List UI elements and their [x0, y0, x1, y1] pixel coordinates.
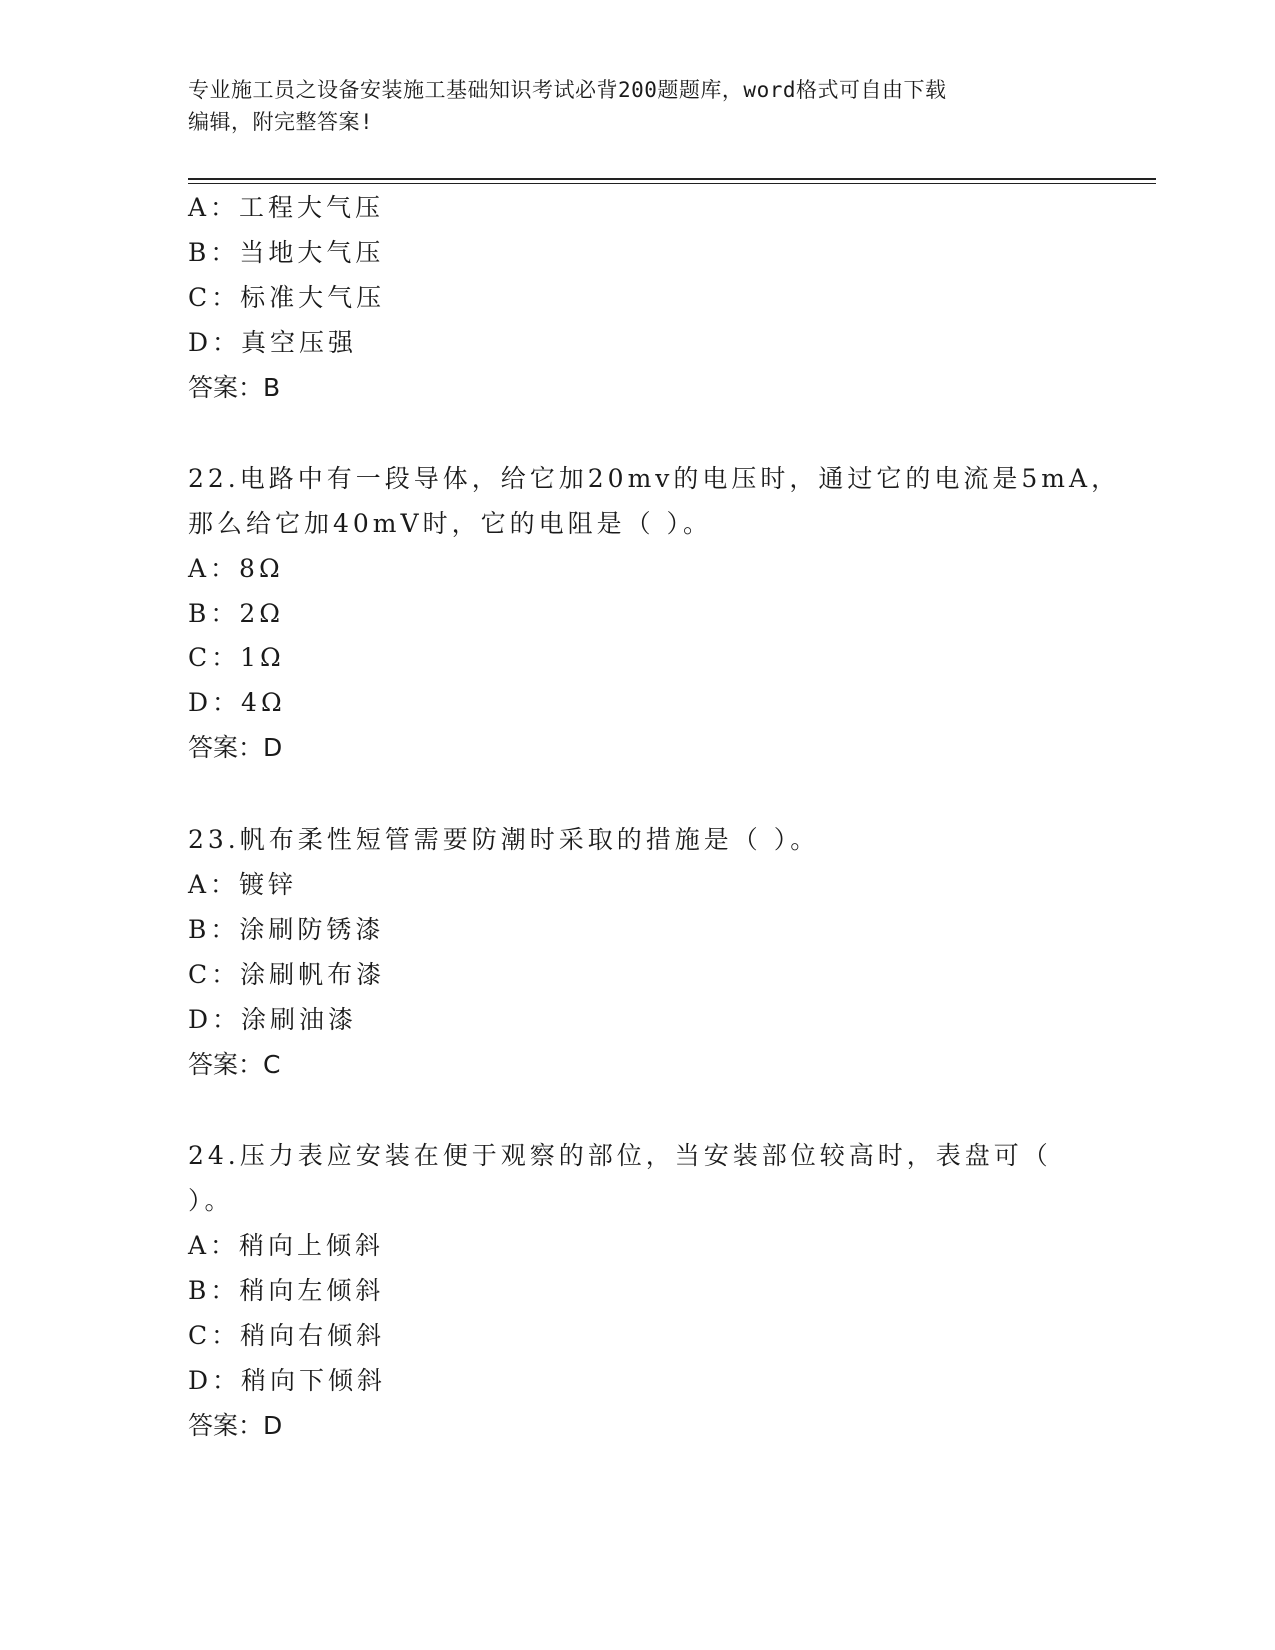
- q23-option-b: B：涂刷防锈漆: [188, 915, 385, 944]
- q24-answer: 答案：D: [188, 1411, 283, 1440]
- header-divider-thick: [188, 178, 1156, 180]
- q24-option-d: D：稍向下倾斜: [188, 1366, 387, 1395]
- q22-option-a: A：8Ω: [188, 554, 284, 583]
- q23-option-c: C：涂刷帆布漆: [188, 960, 386, 989]
- q23-option-d: D：涂刷油漆: [188, 1005, 358, 1034]
- q24-stem-line-2: ）。: [188, 1186, 234, 1215]
- q21-option-a: A：工程大气压: [188, 193, 385, 222]
- q24-stem-line-1: 24.压力表应安装在便于观察的部位，当安装部位较高时，表盘可（: [188, 1141, 1052, 1170]
- q22-option-c: C：1Ω: [188, 643, 285, 672]
- q23-answer: 答案：C: [188, 1050, 281, 1079]
- q22-option-b: B：2Ω: [188, 599, 285, 628]
- q22-stem-line-2: 那么给它加40mV时，它的电阻是（ ）。: [188, 509, 713, 538]
- header-divider-thin: [188, 183, 1156, 184]
- q24-option-b: B：稍向左倾斜: [188, 1276, 385, 1305]
- q24-option-a: A：稍向上倾斜: [188, 1231, 385, 1260]
- q22-stem-line-1: 22.电路中有一段导体，给它加20mv的电压时，通过它的电流是5mA，: [188, 464, 1121, 493]
- q21-option-b: B：当地大气压: [188, 238, 385, 267]
- q21-option-c: C：标准大气压: [188, 283, 386, 312]
- header-line-1: 专业施工员之设备安装施工基础知识考试必背200题题库，word格式可自由下载: [188, 78, 947, 102]
- q22-answer: 答案：D: [188, 733, 283, 762]
- q21-answer: 答案：B: [188, 373, 281, 402]
- q21-option-d: D：真空压强: [188, 328, 358, 357]
- q24-option-c: C：稍向右倾斜: [188, 1321, 386, 1350]
- document-header: [188, 74, 1088, 138]
- header-line-2: 编辑，附完整答案!: [188, 110, 374, 134]
- q22-option-d: D：4Ω: [188, 688, 286, 717]
- q23-stem-line-1: 23.帆布柔性短管需要防潮时采取的措施是（ ）。: [188, 825, 820, 854]
- q23-option-a: A：镀锌: [188, 870, 298, 899]
